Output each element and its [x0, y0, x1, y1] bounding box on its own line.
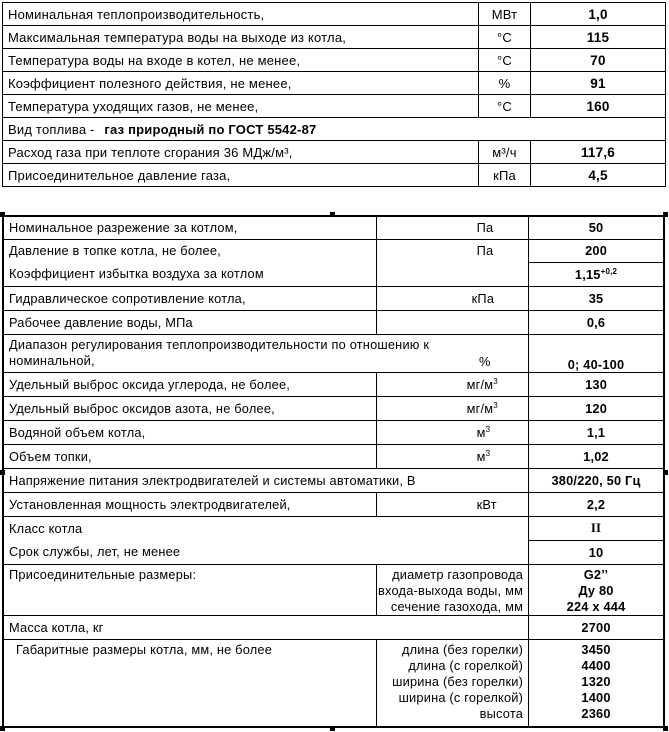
param-label: Рабочее давление воды, МПа	[3, 310, 376, 334]
table-row	[3, 372, 664, 396]
sub-labels	[376, 564, 528, 615]
param-label: Присоединительное давление газа,	[3, 164, 479, 187]
param-value: 50	[529, 216, 664, 239]
table-row	[3, 540, 664, 564]
table-row	[3, 468, 664, 492]
param-label: Температура уходящих газов, не менее,	[3, 95, 479, 118]
table-row	[3, 334, 664, 372]
param-value: 130	[529, 372, 664, 396]
param-label: Коэффициент избытка воздуха за котлом	[3, 262, 376, 286]
param-label: Класс котла	[3, 516, 529, 540]
param-value: 224 х 444	[566, 598, 626, 614]
param-label: Расход газа при теплоте сгорания 36 МДж/м³,	[3, 141, 479, 164]
param-value: G2’’	[583, 566, 609, 582]
table-row	[3, 141, 666, 164]
unit-label: м³/ч	[479, 141, 531, 164]
unit-label: °С	[479, 95, 531, 118]
unit-label: %	[479, 72, 531, 95]
unit-sup: 3	[493, 376, 498, 386]
param-label: Установленная мощность электродвигателей,	[3, 492, 376, 516]
param-value: 1,0	[531, 3, 666, 26]
sub-label: длина (с горелкой)	[408, 657, 524, 673]
table-row	[3, 615, 664, 639]
param-value: 0; 40-100	[529, 334, 664, 372]
unit-label: Па	[376, 216, 528, 239]
selection-handle[interactable]	[0, 726, 5, 731]
param-value: 115	[531, 26, 666, 49]
sub-label: ширина (без горелки)	[392, 673, 524, 689]
value-main: 1,15	[574, 266, 601, 282]
unit-base: м	[476, 424, 486, 440]
param-label: Объем топки,	[3, 444, 376, 468]
param-value: 10	[529, 540, 664, 564]
param-value: Ду 80	[578, 582, 614, 598]
table-row	[3, 286, 664, 310]
unit-label: °С	[479, 26, 531, 49]
table-row	[3, 3, 666, 26]
param-value: 380/220, 50 Гц	[529, 468, 664, 492]
param-value: 1400	[581, 689, 611, 705]
fuel-type-label: Вид топлива -	[8, 121, 95, 137]
unit-label: %	[479, 353, 491, 369]
table-row	[3, 95, 666, 118]
param-value: 70	[531, 49, 666, 72]
sub-label: длина (без горелки)	[401, 641, 524, 657]
selection-handle[interactable]	[663, 726, 668, 731]
param-value: 4,5	[531, 164, 666, 187]
param-label: Номинальная теплопроизводительность,	[3, 3, 479, 26]
param-label-line2: номинальной,	[9, 353, 95, 368]
selection-handle[interactable]	[663, 470, 668, 475]
table-row	[3, 492, 664, 516]
param-value: 2360	[581, 705, 611, 721]
unit-base: мг/м	[466, 376, 494, 392]
unit-label: кВт	[376, 492, 528, 516]
table-row	[3, 639, 664, 727]
param-value: 2700	[529, 615, 664, 639]
table-row	[3, 420, 664, 444]
param-label: Срок службы, лет, не менее	[3, 540, 529, 564]
param-value: 117,6	[531, 141, 666, 164]
unit-label	[376, 372, 528, 396]
param-value: II	[529, 516, 664, 540]
sub-label: высота	[479, 705, 524, 721]
param-values	[529, 564, 664, 615]
table-row	[3, 164, 666, 187]
param-label-line1: Диапазон регулирования теплопроизводительности по отношению к	[9, 337, 430, 352]
sub-label: сечение газохода, мм	[390, 598, 524, 614]
param-label: Присоединительные размеры:	[3, 564, 376, 615]
selection-handle[interactable]	[0, 212, 5, 217]
unit-sup: 3	[485, 448, 491, 458]
table-row	[3, 516, 664, 540]
param-label: Гидравлическое сопротивление котла,	[3, 286, 376, 310]
param-label: Водяной объем котла,	[3, 420, 376, 444]
param-value: 3450	[581, 641, 611, 657]
param-label	[3, 334, 529, 372]
param-value: 2,2	[529, 492, 664, 516]
table-row	[3, 310, 664, 334]
table-row	[3, 49, 666, 72]
unit-label: МВт	[479, 3, 531, 26]
unit-sup: 3	[493, 400, 498, 410]
param-values	[529, 639, 664, 727]
param-value: 4400	[581, 657, 611, 673]
selection-handle[interactable]	[663, 212, 668, 217]
unit-base: м	[476, 448, 486, 464]
param-value: 35	[529, 286, 664, 310]
param-label: Температура воды на входе в котел, не менее,	[3, 49, 479, 72]
unit-label: °С	[479, 49, 531, 72]
param-label: Габаритные размеры котла, мм, не более	[3, 639, 376, 727]
param-value: 120	[529, 396, 664, 420]
unit-label	[376, 310, 528, 334]
param-value: 1320	[581, 673, 611, 689]
param-value: 160	[531, 95, 666, 118]
unit-base: мг/м	[466, 400, 494, 416]
fuel-type-row	[3, 118, 666, 141]
param-label: Давление в топке котла, не более,	[3, 239, 376, 262]
table-row	[3, 72, 666, 95]
unit-label: кПа	[376, 286, 528, 310]
table-row	[3, 262, 664, 286]
param-label: Удельный выброс оксида углерода, не более,	[3, 372, 376, 396]
param-label: Удельный выброс оксидов азота, не более,	[3, 396, 376, 420]
fuel-type-value: газ природный по ГОСТ 5542-87	[104, 121, 317, 137]
param-label: Масса котла, кг	[3, 615, 529, 639]
sub-label: ширина (с горелкой)	[398, 689, 524, 705]
param-value: 1,02	[529, 444, 664, 468]
unit-label	[376, 262, 528, 286]
boiler-main-specs-table	[2, 2, 666, 187]
selection-handle[interactable]	[0, 470, 5, 475]
param-label: Коэффициент полезного действия, не менее,	[3, 72, 479, 95]
unit-label: кПа	[479, 164, 531, 187]
param-value	[529, 262, 664, 286]
param-value: 91	[531, 72, 666, 95]
sub-label: входа-выхода воды, мм	[378, 582, 524, 598]
table-row	[3, 216, 664, 239]
table-row	[3, 396, 664, 420]
unit-label	[376, 444, 528, 468]
table-row	[3, 26, 666, 49]
unit-label: Па	[376, 239, 528, 262]
boiler-extra-specs-table	[2, 215, 665, 728]
unit-label	[376, 396, 528, 420]
selection-handle[interactable]	[330, 212, 335, 217]
param-label: Напряжение питания электродвигателей и системы автоматики, В	[3, 468, 529, 492]
param-label: Максимальная температура воды на выходе из котла,	[3, 26, 479, 49]
table-row	[3, 239, 664, 262]
unit-label	[376, 420, 528, 444]
param-value: 1,1	[529, 420, 664, 444]
table-row	[3, 444, 664, 468]
selection-handle[interactable]	[330, 726, 335, 731]
param-value: 200	[529, 239, 664, 262]
param-value: 0,6	[529, 310, 664, 334]
unit-sup: 3	[485, 424, 491, 434]
param-label: Номинальное разрежение за котлом,	[3, 216, 376, 239]
fuel-type-cell	[3, 118, 666, 141]
value-tolerance: +0,2	[600, 266, 618, 276]
table-row	[3, 564, 664, 615]
sub-label: диаметр газопровода	[392, 566, 524, 582]
sub-labels	[376, 639, 528, 727]
